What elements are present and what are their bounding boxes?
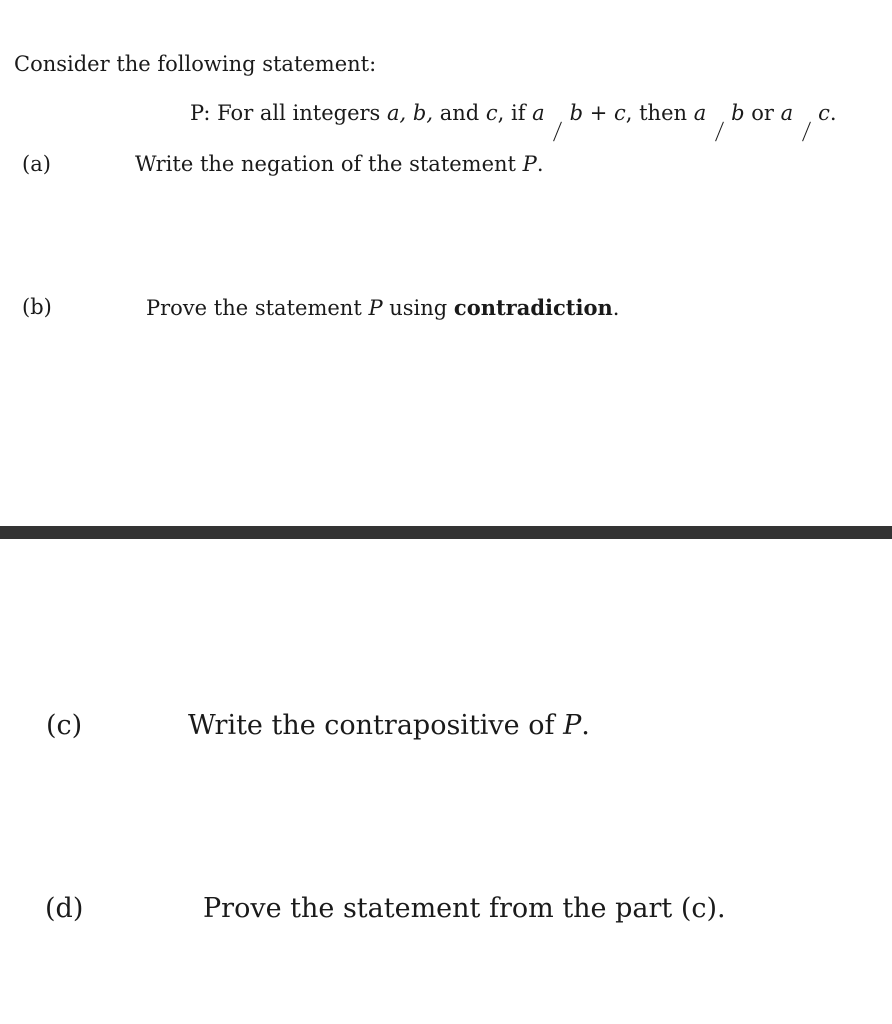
statement-a2: a [693,101,707,125]
part-b-using: using [382,296,454,320]
intro-text: Consider the following statement: [14,52,377,76]
page-divider [0,526,892,539]
statement-and: and [433,101,486,125]
part-b-text [146,295,619,320]
part-a-end: . [536,152,544,176]
part-c-text [188,710,590,741]
part-d-label: (d) [45,893,84,924]
part-a-text [135,152,544,176]
part-c-var: P [563,710,582,741]
statement-a1: a [532,101,545,125]
statement-b: b [731,101,745,125]
statement-p [190,101,837,125]
part-c-end: . [581,710,590,741]
part-b-label: (b) [22,295,52,319]
statement-then: , then [625,101,694,125]
part-b-body: Prove the statement [146,296,369,320]
part-b-bold: contradiction [453,295,613,320]
part-a-body: Write the negation of the statement [135,152,523,176]
part-c-body: Write the contrapositive of [188,710,564,741]
statement-if: , if [497,101,533,125]
statement-vars: a, b, [387,101,434,125]
part-a-var: P [522,152,537,176]
statement-c2: c [818,101,830,125]
statement-end: . [829,101,837,125]
statement-c: c [485,101,498,125]
part-c-label: (c) [46,710,83,741]
part-b-var: P [368,296,383,320]
part-d-text: Prove the statement from the part (c). [203,893,726,924]
statement-prefix: P: For all integers [190,101,388,125]
part-a-label: (a) [22,152,51,176]
statement-or: or [744,101,781,125]
statement-bc: b + c [569,101,626,125]
statement-a3: a [780,101,794,125]
part-b-end: . [612,296,620,320]
